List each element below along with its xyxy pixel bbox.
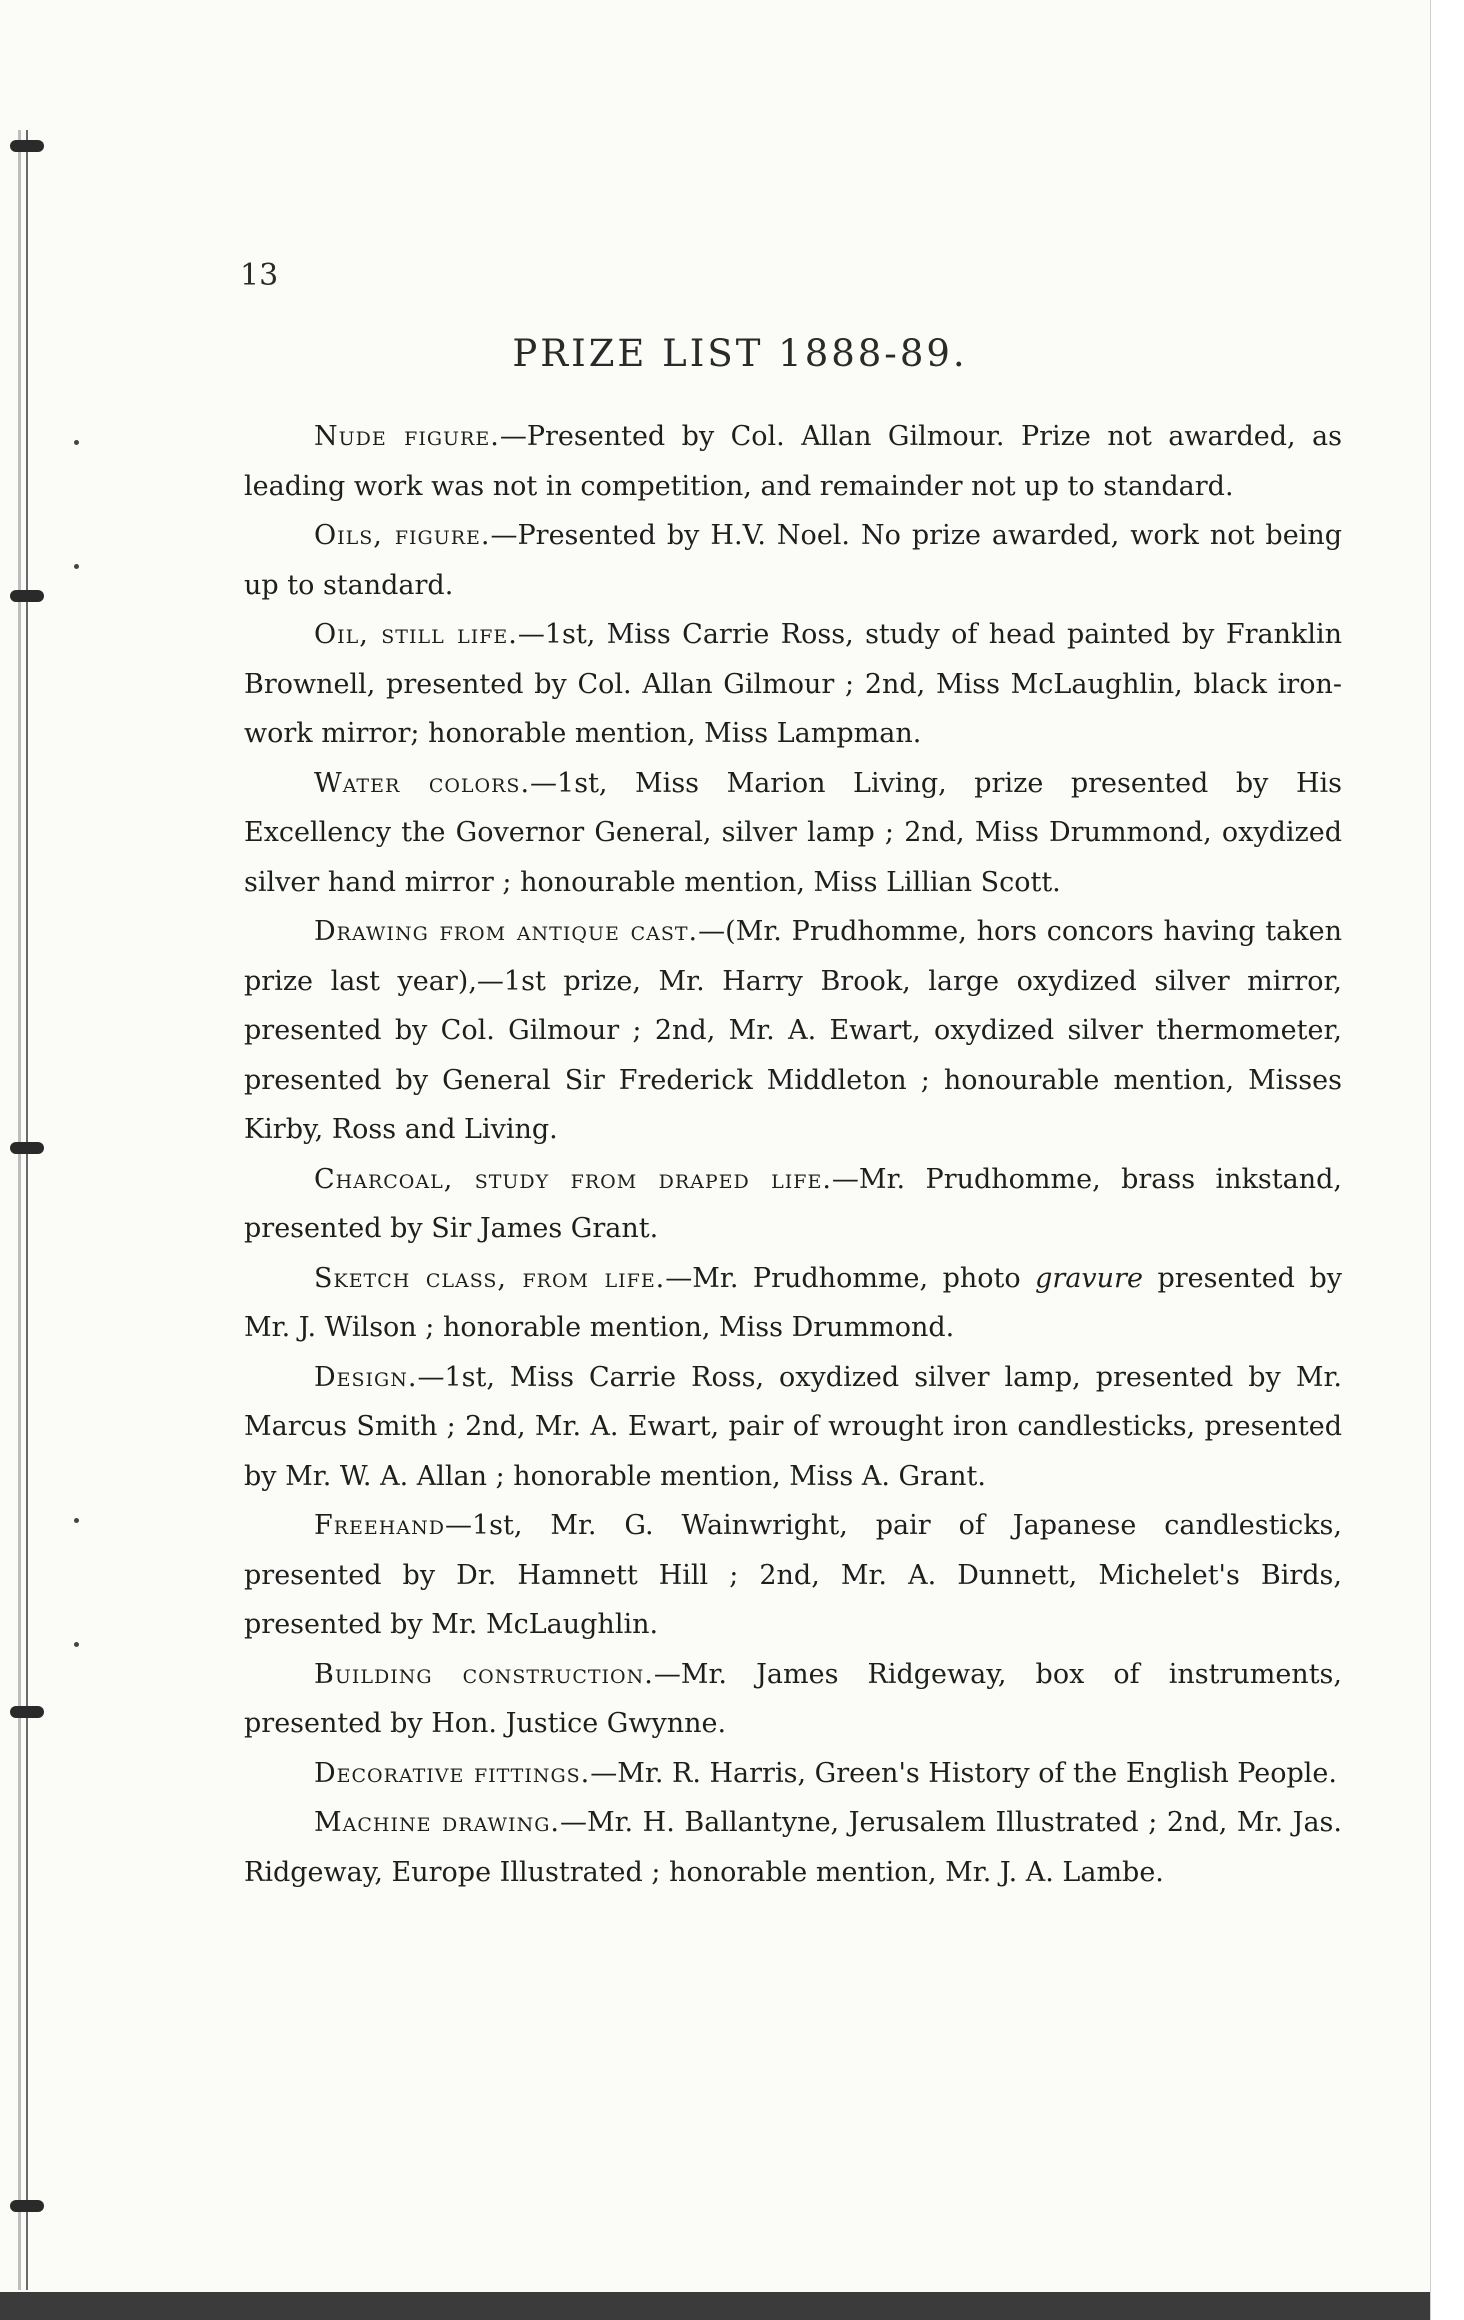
- list-item: [244, 907, 1342, 1155]
- entry-text: presented by Mr. J. Wilson ; honorable mention, Miss Drummond.: [244, 1262, 1342, 1343]
- list-item: [244, 412, 1342, 511]
- entry-heading: Building construction.: [314, 1658, 654, 1690]
- entry-text: —Mr. H. Ballantyne, Jerusalem Illustrated ; 2nd, Mr. Jas. Ridgeway, Europe Illustrated ; honorable mention, Mr. J. A. Lambe.: [244, 1807, 1342, 1888]
- entry-heading: Charcoal, study from draped life.: [314, 1163, 832, 1195]
- list-item: [244, 511, 1342, 610]
- page-number: 13: [240, 258, 279, 293]
- entry-heading: Design.: [314, 1361, 418, 1393]
- entry-heading: Freehand: [314, 1510, 445, 1541]
- page-hole: [74, 1518, 79, 1523]
- entry-heading: Drawing from antique cast.: [314, 916, 699, 947]
- binding-thread: [26, 130, 28, 2290]
- entry-heading: Decorative fittings.: [314, 1757, 591, 1789]
- page-title: PRIZE LIST 1888-89.: [512, 332, 968, 375]
- entry-heading: Machine drawing.: [314, 1807, 560, 1838]
- entry-text: —Mr. James Ridgeway, box of instruments, presented by Hon. Justice Gwynne.: [244, 1658, 1342, 1739]
- list-item: [244, 1749, 1342, 1799]
- binding-stitch: [10, 1142, 44, 1154]
- page-right-margin: [1430, 0, 1464, 2320]
- binding-stitch: [10, 140, 44, 152]
- entry-text: —1st, Miss Marion Living, prize presented by His Excellency the Governor General, silver lamp ; 2nd, Miss Drummond, oxydized silver hand mirror ; honourable mention, Miss Lillian Scott.: [244, 767, 1342, 898]
- list-item: [244, 1353, 1342, 1502]
- entry-heading: Nude figure.: [314, 421, 500, 452]
- entry-text: —1st, Miss Carrie Ross, oxydized silver lamp, presented by Mr. Marcus Smith ; 2nd, Mr. A. Ewart, pair of wrought iron candlesticks, presented by Mr. W. A. Allan ; honorable mention, Miss A. Grant.: [244, 1361, 1342, 1492]
- entry-text: —Presented by Col. Allan Gilmour. Prize not awarded, as leading work was not in competition, and remainder not up to standard.: [244, 421, 1342, 502]
- list-item: [244, 1798, 1342, 1897]
- page-hole: [74, 440, 79, 445]
- binding-stitch: [10, 1706, 44, 1718]
- page-hole: [74, 1642, 79, 1647]
- entry-text: —Mr. Prudhomme, brass inkstand, presented by Sir James Grant.: [244, 1163, 1342, 1244]
- prize-list: [244, 412, 1342, 1897]
- entry-heading: Oils, figure.: [314, 520, 491, 551]
- entry-text: —Presented by H.V. Noel. No prize awarded, work not being up to standard.: [244, 520, 1342, 601]
- page-hole: [74, 564, 79, 569]
- list-item: [244, 759, 1342, 908]
- entry-text: —Mr. Prudhomme, photo: [665, 1262, 1036, 1294]
- list-item: [244, 1155, 1342, 1254]
- entry-text: —1st, Miss Carrie Ross, study of head painted by Franklin Brownell, presented by Col. Allan Gilmour ; 2nd, Miss McLaughlin, black iron-work mirror; honorable mention, Miss Lampman.: [244, 619, 1342, 749]
- entry-heading: Sketch class, from life.: [314, 1262, 666, 1294]
- entry-heading: Oil, still life.: [314, 619, 518, 650]
- list-item: [244, 1254, 1342, 1353]
- scan-bottom-border: [0, 2292, 1430, 2320]
- binding-edge: [18, 130, 21, 2290]
- entry-heading: Water colors.: [314, 767, 531, 799]
- binding-stitch: [10, 2200, 44, 2212]
- list-item: [244, 610, 1342, 759]
- list-item: [244, 1501, 1342, 1650]
- entry-text: —(Mr. Prudhomme, hors concors having taken prize last year),—1st prize, Mr. Harry Brook, large oxydized silver mirror, presented by Col. Gilmour ; 2nd, Mr. A. Ewart, oxydized silver thermometer, presented by General Sir Frederick Middleton ; honourable mention, Misses Kirby, Ross and Living.: [244, 916, 1343, 1145]
- entry-text: —1st, Mr. G. Wainwright, pair of Japanese candlesticks, presented by Dr. Hamnett Hill ; 2nd, Mr. A. Dunnett, Michelet's Birds, presented by Mr. McLaughlin.: [244, 1510, 1342, 1640]
- entry-italic-text: gravure: [1035, 1262, 1143, 1294]
- binding-stitch: [10, 590, 44, 602]
- list-item: [244, 1650, 1342, 1749]
- entry-text: —Mr. R. Harris, Green's History of the English People.: [590, 1757, 1337, 1789]
